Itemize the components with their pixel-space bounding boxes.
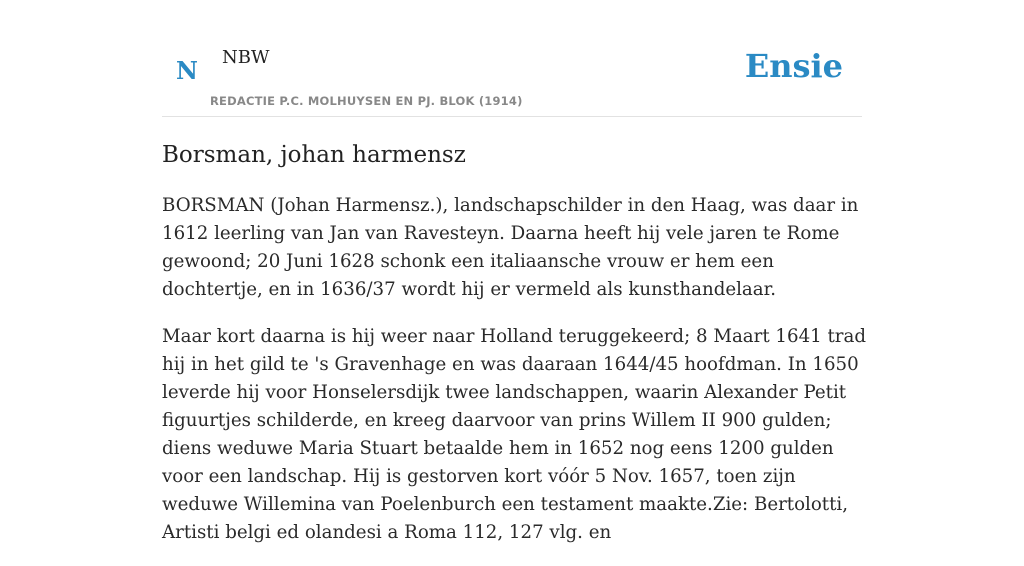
article-paragraph: BORSMAN (Johan Harmensz.), landschapschilder in den Haag, was daar in 1612 leerling van Jan van Ravesteyn. Daarna heeft hij vele jaren te Rome gewoond; 20 Juni 1628 schonk een italiaansche vrouw er hem een dochtertje, en in 1636/37 wordt hij er vermeld als kunsthandelaar.: [162, 195, 859, 300]
article-body: [162, 192, 872, 566]
ensie-logo-link[interactable]: Ensie: [744, 47, 843, 85]
article-paragraph: Maar kort daarna is hij weer naar Holland teruggekeerd; 8 Maart 1641 trad hij in het gild te 's Gravenhage en was daaraan 1644/45 hoofdman. In 1650 leverde hij voor Honselersdijk twee landschappen, waarin Alexander Petit figuurtjes schilderde, en kreeg daarvoor van prins Willem II 900 gulden; diens weduwe Maria Stuart betaalde hem in 1652 nog eens 1200 gulden voor een landschap. Hij is gestorven kort vóór 5 Nov. 1657, toen zijn weduwe Willemina van Poelenburch een testament maakte.Zie: Bertolotti, Artisti belgi ed olandesi a Roma 112, 127 vlg. en: [162, 326, 866, 543]
site-header: [162, 0, 862, 117]
source-name[interactable]: NBW: [222, 47, 270, 68]
source-logo-icon[interactable]: N: [176, 56, 198, 85]
source-subtitle: REDACTIE P.C. MOLHUYSEN EN PJ. BLOK (1914): [210, 94, 523, 108]
article-title: Borsman, johan harmensz: [162, 142, 466, 168]
